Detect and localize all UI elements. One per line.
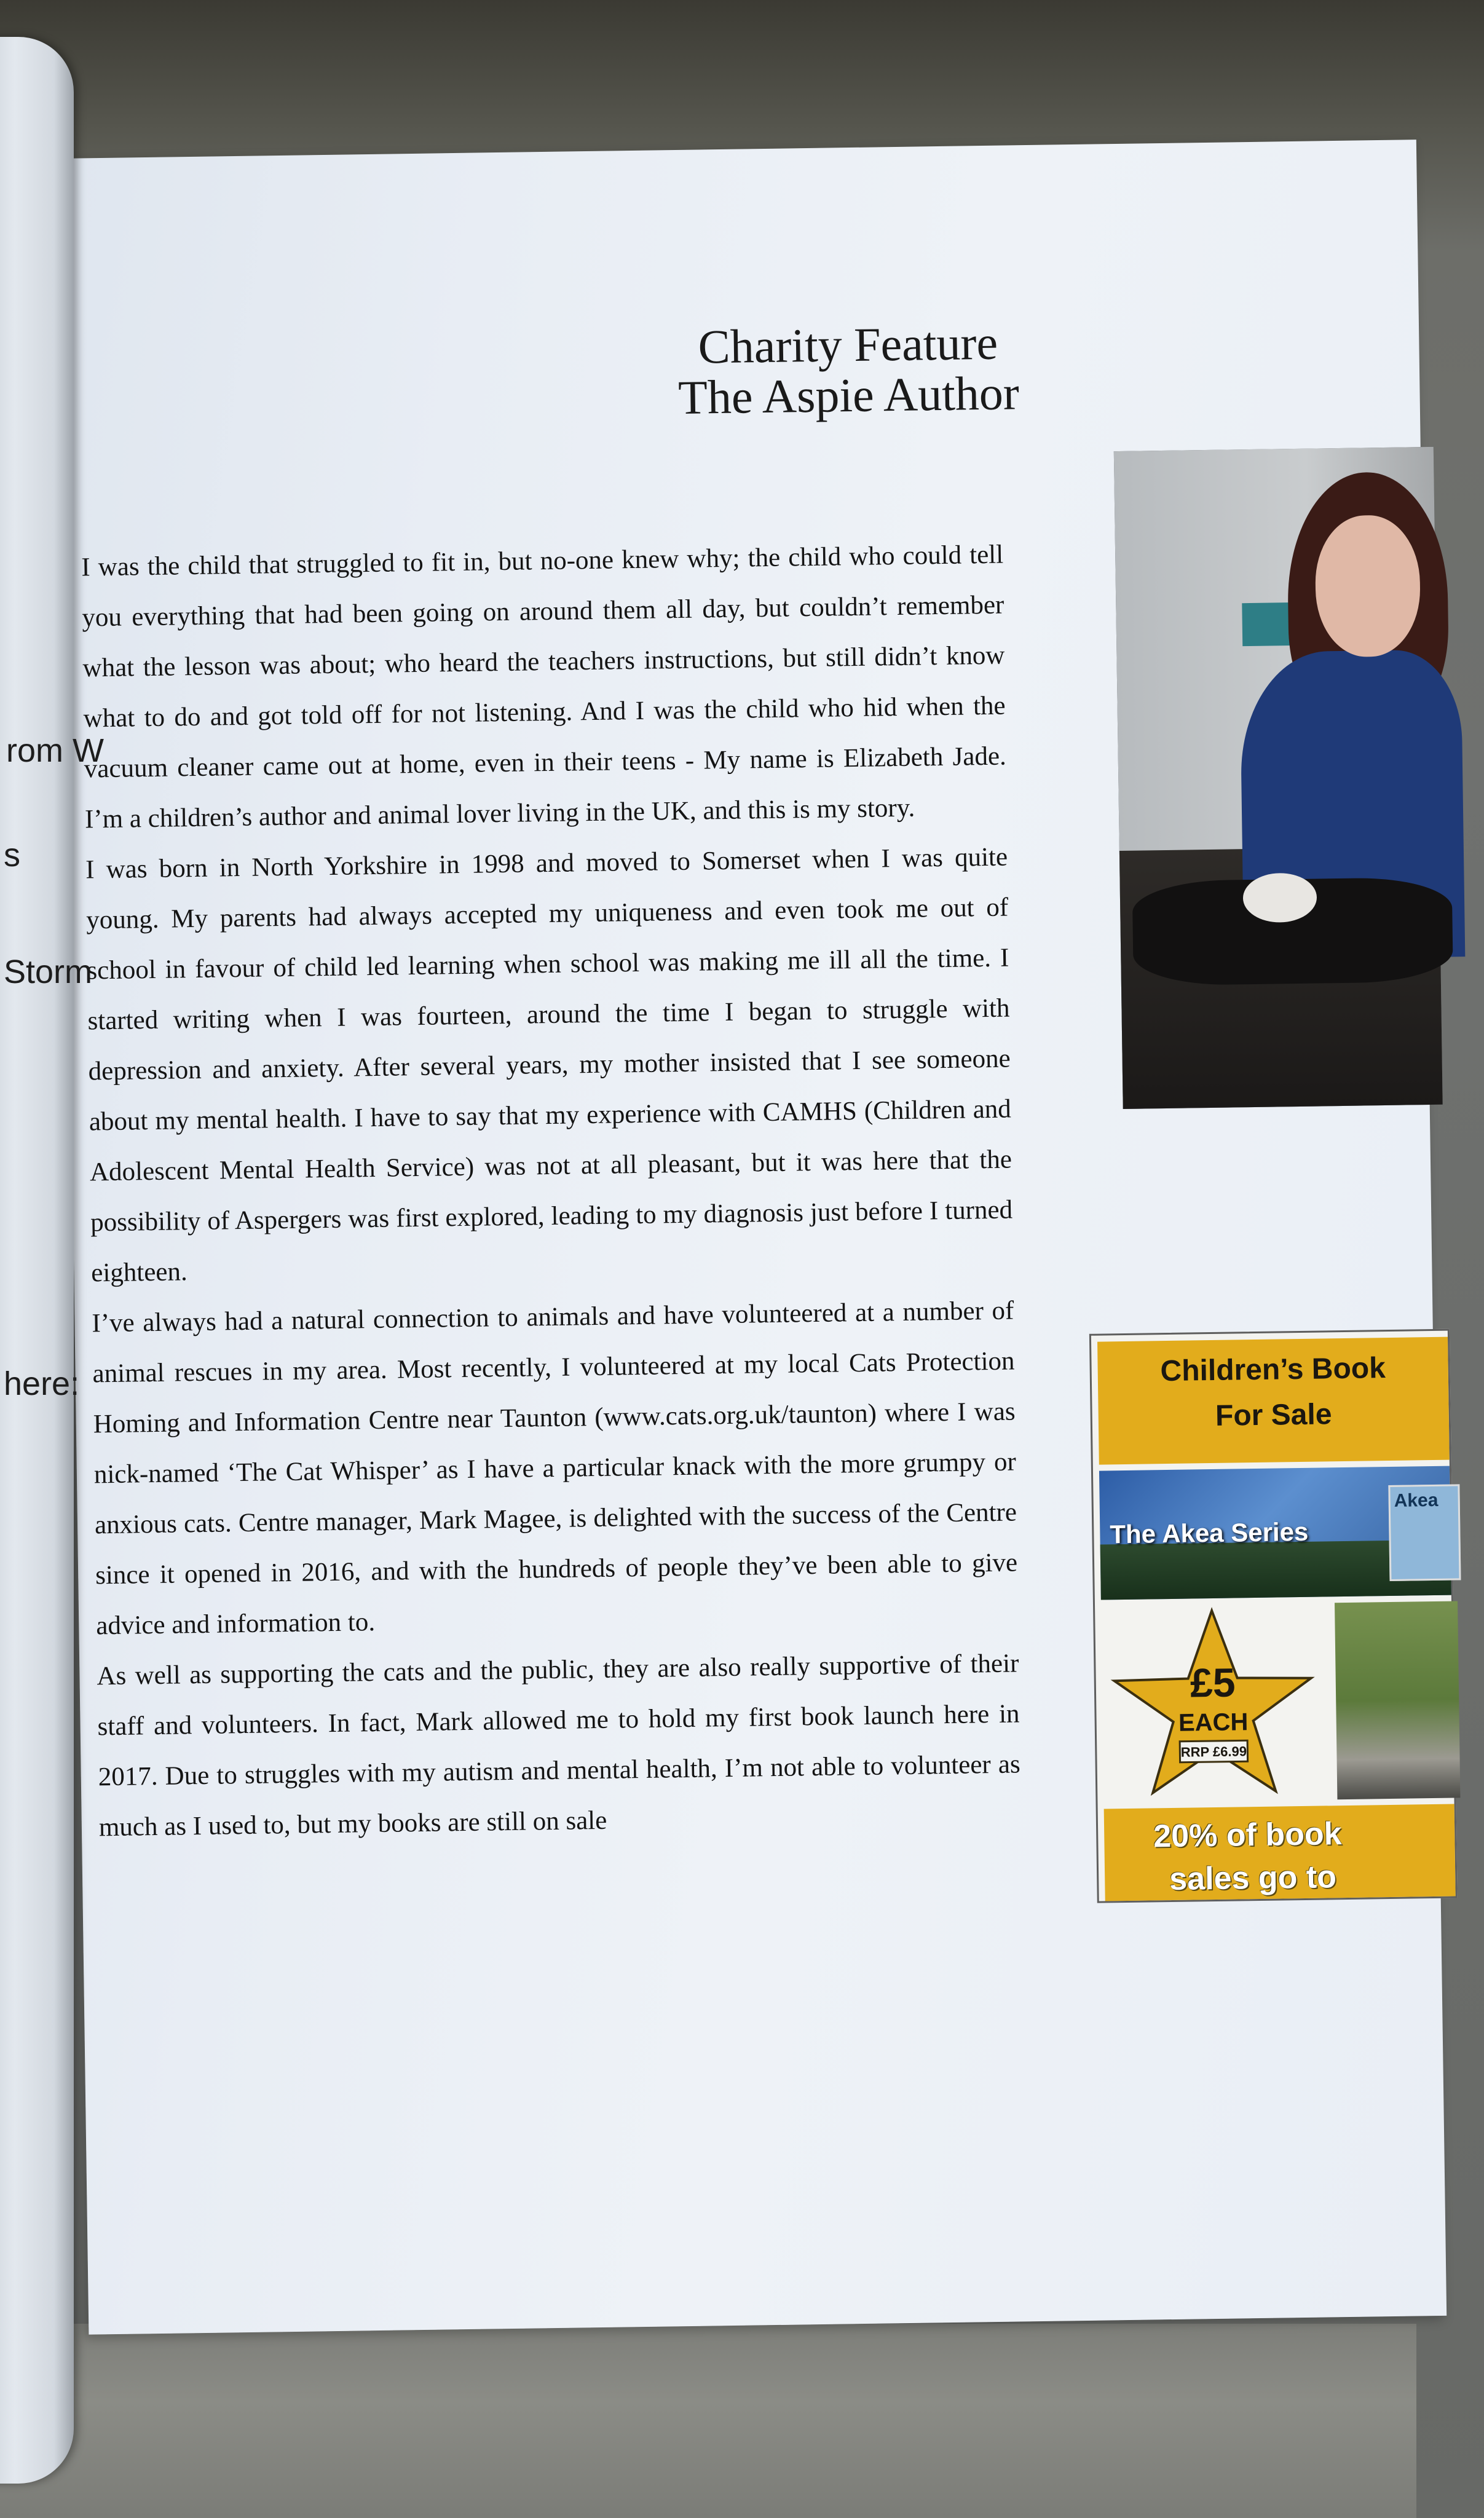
series-name: The Akea Series <box>1110 1517 1309 1549</box>
article-paragraph: As well as supporting the cats and the public, they are also really supportive of their staff and volunteers. In fact, Mark allowed me to hold my first book launch here in 2017. Due to struggles with my autism and mental health, I’m not able to volunteer as much as I used to, but my books are still on sale <box>97 1649 1020 1842</box>
advert-heading <box>1097 1337 1450 1465</box>
magazine-page <box>58 140 1447 2334</box>
advert-heading-line2: For Sale <box>1215 1398 1332 1432</box>
article-body <box>81 530 1022 1853</box>
article-paragraph: I’ve always had a natural connection to animals and have volunteered at a number of animal rescues in my area. Most recently, I volunteered at my local Cats Protection Homing and Information Centre near Taunton (www.cats.org.uk/taunton) where I was nick-named ‘The Cat Whisper’ as I have a particular knack with the more grumpy or anxious cats. Centre manager, Mark Magee, is delighted with the success of the Centre since it opened in 2016, and with the hundreds of people they’ve been able to give advice and information to. <box>92 1296 1018 1641</box>
advert-series-banner <box>1099 1466 1451 1600</box>
article-paragraph: I was born in North Yorkshire in 1998 and moved to Somerset when I was quite young. My parents had always accepted my uniqueness and even took me out of school in favour of child led learning when school was making me ill all the time. I started writing when I was fourteen, around the time I began to struggle with depression and anxiety. After several years, my mother insisted that I see someone about my mental health. I have to say that my experience with CAMHS (Children and Adolescent Mental Health Service) was not at all pleasant, but it was here that the possibility of Aspergers was first explored, leading to my diagnosis just before I turned eighteen. <box>85 842 1013 1288</box>
advert-footer-line1: 20% of book <box>1153 1816 1342 1855</box>
rrp-text: RRP £6.99 <box>1180 1743 1247 1760</box>
each-text: EACH <box>1178 1708 1249 1737</box>
advert-cat-photo <box>1335 1601 1460 1799</box>
advert-footer-line2: sales go to <box>1169 1859 1337 1898</box>
page-title-line2: The Aspie Author <box>677 366 1020 424</box>
book-sale-advert <box>1089 1329 1458 1903</box>
book-cover <box>1388 1484 1461 1581</box>
advert-footer <box>1104 1804 1456 1901</box>
title-block <box>58 140 1416 424</box>
left-page-fragment: Storm <box>4 953 93 990</box>
left-page-fragment: s <box>4 837 20 874</box>
advert-heading-line1: Children’s Book <box>1160 1352 1386 1388</box>
left-page-fragment: here: <box>4 1365 80 1402</box>
price-text: £5 <box>1190 1659 1236 1706</box>
left-page-edge <box>0 37 104 2484</box>
table-surface <box>0 2324 1416 2518</box>
article-paragraph: I was the child that struggled to fit in, but no-one knew why; the child who could tell you everything that had been going on around them all day, but couldn’t remember what the lesson was about; who heard the teachers instructions, but still didn’t know what to do and got told off for not listening. And I was the child who hid when the vacuum cleaner came out at home, even in their teens - My name is Elizabeth Jade. I’m a children’s author and animal lover living in the UK, and this is my story. <box>81 540 1007 834</box>
left-page-fragment: rom W <box>6 732 104 769</box>
author-photo <box>1114 447 1443 1109</box>
book-cover-title: Akea <box>1394 1490 1439 1511</box>
price-star <box>1107 1603 1319 1803</box>
page-title-line1: Charity Feature <box>698 315 998 374</box>
photo-face <box>1314 515 1421 657</box>
